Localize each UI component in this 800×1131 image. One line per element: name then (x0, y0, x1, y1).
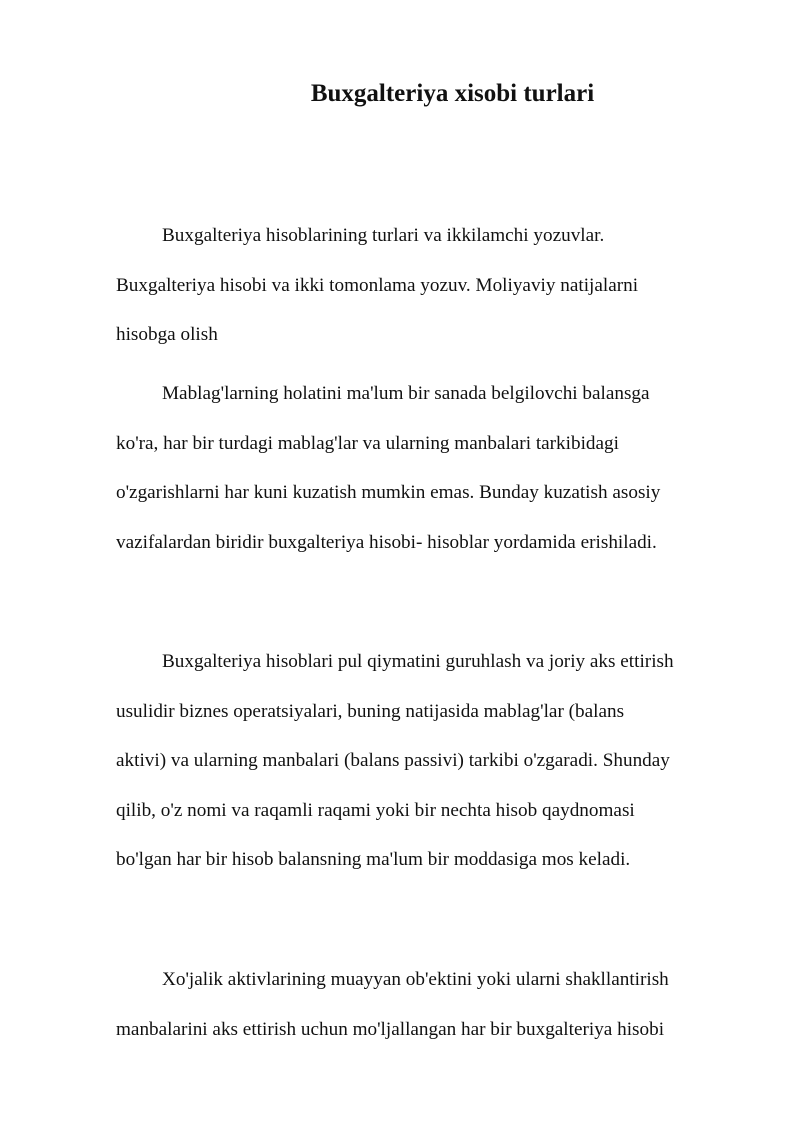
paragraph-2 (116, 369, 738, 567)
paragraph-line: manbalarini aks ettirish uchun mo'ljallangan har bir buxgalteriya hisobi (116, 1018, 665, 1040)
paragraph-line: Buxgalteriya hisoblari pul qiymatini guruhlash va joriy aks ettirish (162, 651, 674, 672)
paragraph-line: hisobga olish (116, 324, 218, 346)
paragraph-line: qilib, o'z nomi va raqamli raqami yoki bir nechta hisob qaydnomasi (116, 799, 635, 821)
paragraph-line: Xo'jalik aktivlarining muayyan ob'ektini yoki ularni shakllantirish (162, 969, 669, 990)
paragraph-4 (116, 955, 738, 1054)
paragraph-line: Buxgalteriya hisobi va ikki tomonlama yozuv. Moliyaviy natijalarni (116, 274, 639, 296)
paragraph-line: usulidir biznes operatsiyalari, buning natijasida mablag'lar (balans (116, 700, 625, 722)
paragraph-line: aktivi) va ularning manbalari (balans passivi) tarkibi o'zgaradi. Shunday (116, 750, 670, 772)
paragraph-line: bo'lgan har bir hisob balansning ma'lum bir moddasiga mos keladi. (116, 849, 631, 871)
paragraph-line: Buxgalteriya hisoblarining turlari va ikkilamchi yozuvlar. (162, 225, 605, 246)
paragraph-line: vazifalardan biridir buxgalteriya hisobi- hisoblar yordamida erishiladi. (116, 531, 657, 553)
document-title: Buxgalteriya xisobi turlari (310, 80, 595, 107)
paragraph-3 (116, 637, 738, 885)
paragraph-line: ko'ra, har bir turdagi mablag'lar va ularning manbalari tarkibidagi (116, 432, 619, 454)
paragraph-line: Mablag'larning holatini ma'lum bir sanada belgilovchi balansga (162, 383, 650, 404)
paragraph-line: o'zgarishlarni har kuni kuzatish mumkin emas. Bunday kuzatish asosiy (116, 482, 661, 504)
paragraph-1 (116, 211, 738, 360)
